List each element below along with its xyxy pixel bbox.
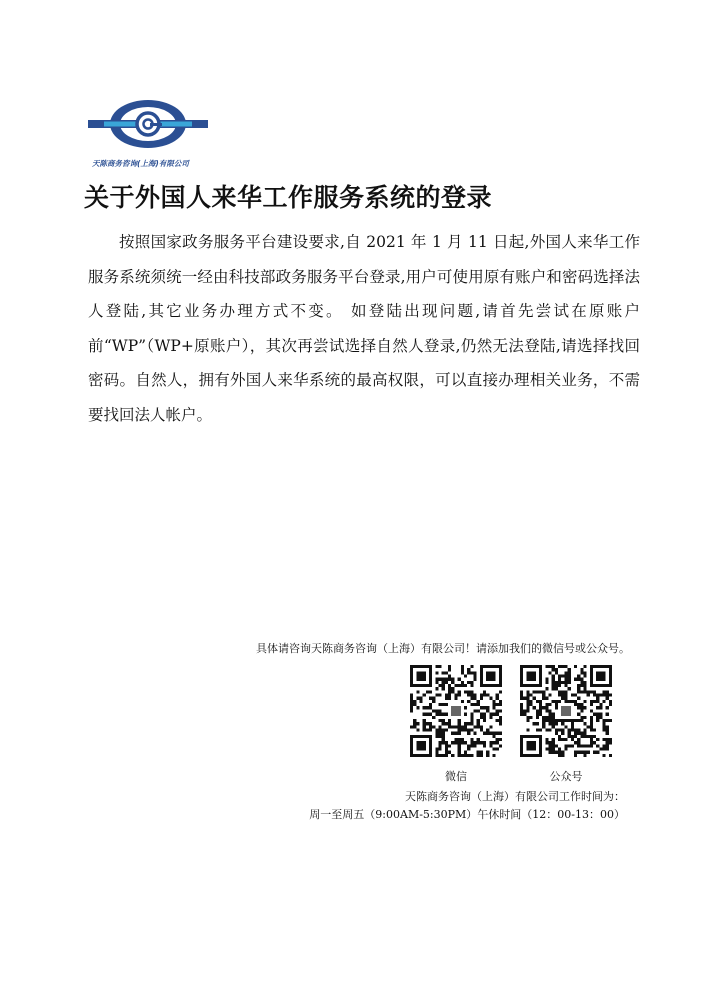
- company-logo: [86, 96, 210, 170]
- working-hours-line2: 周一至周五（9:00AM-5:30PM）午休时间（12：00-13：00）: [309, 808, 625, 821]
- wechat-label: 微信: [445, 770, 467, 783]
- company-logo-icon: [86, 96, 210, 156]
- company-name: 天陈商务咨询(上海)有限公司: [92, 159, 189, 168]
- page-title: 关于外国人来华工作服务系统的登录: [84, 183, 493, 212]
- wechat-qr-code-icon: [410, 665, 502, 757]
- working-hours-line1: 天陈商务咨询（上海）有限公司工作时间为：: [405, 790, 625, 803]
- contact-prompt: 具体请咨询天陈商务咨询（上海）有限公司！请添加我们的微信号或公众号。: [256, 642, 630, 655]
- public-account-qr-code-icon: [520, 665, 612, 757]
- public-account-label: 公众号: [549, 770, 583, 783]
- working-hours: [250, 788, 625, 824]
- body-paragraph: 按照国家政务服务平台建设要求,自 2021 年 1 月 11 日起,外国人来华工作服务系统须统一经由科技部政务服务平台登录,用户可使用原有账户和密码选择法人登陆,其它业务办理方式不变。 如登陆出现问题,请首先尝试在原账户前“WP”（WP+原账户），其次再尝试选择自然人登录,仍然无法登陆,请选择找回密码。自然人，拥有外国人来华系统的最高权限，可以直接办理相关业务，不需要找回法人帐户。: [88, 233, 640, 424]
